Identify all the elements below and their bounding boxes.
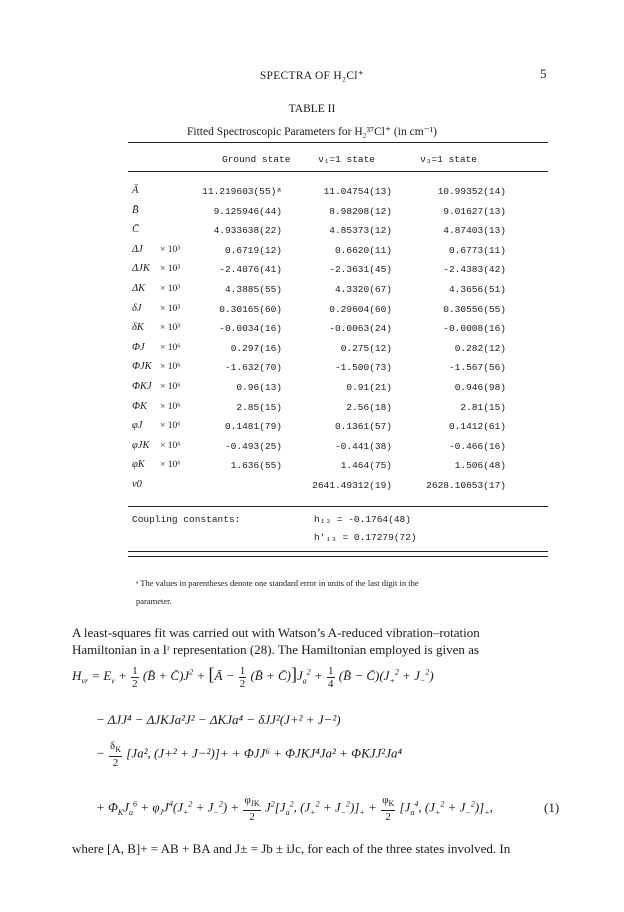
table-bottom-rule-1 xyxy=(128,551,548,552)
ground-value: -2.4076(41) xyxy=(219,264,282,275)
param-multiplier: × 10³ xyxy=(160,284,181,294)
column-header-ground: Ground state xyxy=(222,154,291,165)
param-label: δK xyxy=(132,322,144,333)
v1-value: 0.6620(11) xyxy=(334,245,392,256)
v1-value: 1.464(75) xyxy=(340,460,392,471)
footnote-line-2: parameter. xyxy=(136,596,172,606)
v3-value: 1.506(48) xyxy=(454,460,506,471)
param-multiplier: × 10³ xyxy=(160,245,181,255)
running-head: SPECTRA OF H₂Cl⁺ xyxy=(259,70,365,82)
param-multiplier: × 10⁶ xyxy=(160,460,181,470)
param-label: φJK xyxy=(132,440,150,451)
param-multiplier: × 10⁶ xyxy=(160,343,181,353)
v3-value: 2.81(15) xyxy=(460,402,506,413)
v3-value: 0.282(12) xyxy=(454,343,506,354)
v1-value: 0.1361(57) xyxy=(334,421,392,432)
param-label: B̄ xyxy=(132,205,139,216)
v1-value: 4.3320(67) xyxy=(334,284,392,295)
ground-value: -0.493(25) xyxy=(224,441,282,452)
v3-value: 9.01627(13) xyxy=(443,206,506,217)
ground-value: 4.3885(55) xyxy=(224,284,282,295)
param-label: ΔJK xyxy=(132,263,150,274)
table-mid-rule xyxy=(128,506,548,507)
ground-value: 4.933638(22) xyxy=(213,225,282,236)
column-header-v1: ν₁=1 state xyxy=(318,154,376,165)
ground-value: -0.0034(16) xyxy=(219,323,282,334)
param-label: ΔK xyxy=(132,283,146,294)
coupling-h13-prime: h′₁₃ = 0.17279(72) xyxy=(314,532,417,543)
footnote-line-1: ᵃ The values in parentheses denote one standard error in units of the last digit in the xyxy=(136,578,419,588)
param-multiplier: × 10⁶ xyxy=(160,382,181,392)
v1-value: 4.85373(12) xyxy=(329,225,392,236)
v1-value: -1.500(73) xyxy=(334,362,392,373)
v1-value: 0.275(12) xyxy=(340,343,392,354)
param-label: ΦK xyxy=(132,401,147,412)
table-footnote xyxy=(136,574,556,610)
param-label: ΔJ xyxy=(132,244,143,255)
equation-line-2: − ΔJJ⁴ − ΔJKJa²J² − ΔKJa⁴ − δJJ²(J+² + J−²) xyxy=(96,712,341,727)
ground-value: 1.636(55) xyxy=(230,460,282,471)
v3-value: 10.99352(14) xyxy=(437,186,506,197)
param-multiplier: × 10³ xyxy=(160,264,181,274)
v3-value: 0.6773(11) xyxy=(448,245,506,256)
v1-value: 8.98208(12) xyxy=(329,206,392,217)
ground-value: 9.125946(44) xyxy=(213,206,282,217)
param-label: ΦJ xyxy=(132,342,145,353)
table-bottom-rule-2 xyxy=(128,556,548,557)
table-title: TABLE II xyxy=(288,103,336,115)
param-label: ν0 xyxy=(132,479,142,490)
v1-value: -2.3631(45) xyxy=(329,264,392,275)
page-number: 5 xyxy=(540,66,547,81)
table-top-rule xyxy=(128,142,548,143)
param-multiplier: × 10³ xyxy=(160,304,181,314)
v3-value: -2.4383(42) xyxy=(443,264,506,275)
ground-value: 2.85(15) xyxy=(236,402,282,413)
paragraph-line-2: Hamiltonian in a Iʳ representation (28). The Hamiltonian employed is given as xyxy=(72,642,479,657)
v1-value: 0.91(21) xyxy=(346,382,392,393)
paragraph-line-1: A least-squares fit was carried out with Watson’s A-reduced vibration–rotation xyxy=(72,625,480,640)
param-label: ΦJK xyxy=(132,361,152,372)
equation-number: (1) xyxy=(544,800,560,815)
v3-value: -0.0008(16) xyxy=(443,323,506,334)
v1-value: -0.441(38) xyxy=(334,441,392,452)
ground-value: 0.297(16) xyxy=(230,343,282,354)
v1-value: 2.56(18) xyxy=(346,402,392,413)
table-header-rule xyxy=(128,171,548,172)
param-label: φJ xyxy=(132,420,143,431)
v1-value: 11.04754(13) xyxy=(323,186,392,197)
v3-value: 2628.10653(17) xyxy=(426,480,506,491)
ground-value: -1.632(70) xyxy=(224,362,282,373)
param-label: δJ xyxy=(132,303,142,314)
coupling-label: Coupling constants: xyxy=(132,514,241,525)
coupling-h13: h₁₃ = -0.1764(48) xyxy=(314,514,411,525)
v3-value: 0.30556(55) xyxy=(443,304,506,315)
closing-line: where [A, B]+ = AB + BA and J± = Jb ± iJc, for each of the three states involved. In xyxy=(72,841,511,856)
equation-line-4: + $\Phi_KJ_a^6 + \varphi_JJ^4(J_+^2 + J_-^2)$ + $\frac{\varphi_{JK}}{2}$ $J^2[J_a^2$, $(J_+^2 + J_-^2)]_+$ + $\frac{\varphi_K}{2}$ [$J_a^4$, $(J_+^2 + J_-^2)]_+$, xyxy=(96,794,493,824)
param-multiplier: × 10⁶ xyxy=(160,421,181,431)
v3-value: 4.87403(13) xyxy=(443,225,506,236)
equation-line-1: $H_{vr} = E_v$ + $\frac{1}{2}$ (B̄ + $C̄)J^2$ + [Ā − $\frac{1}{2}$ (B̄ + $C̄)]J_a^2$ + $\frac{1}{4}$ (B̄ − $C̄)(J_+^2 + J_-^2)$ xyxy=(72,664,434,690)
ground-value: 0.1481(79) xyxy=(224,421,282,432)
v3-value: 4.3656(51) xyxy=(448,284,506,295)
equation-line-3-tail: [Ja², (J+² + J−²)]+ + ΦJJ⁶ + ΦJKJ⁴Ja² + ΦKJJ²Ja⁴ xyxy=(126,745,402,761)
param-label: C̄ xyxy=(132,224,140,235)
equation-line-3: − $\frac{\delta_K}{2}$ [Ja², (J+² + J−²)]+ + ΦJJ⁶ + ΦJKJ⁴Ja² + ΦKJJ²Ja⁴ xyxy=(96,740,402,770)
param-multiplier: × 10⁶ xyxy=(160,402,181,412)
v1-value: 0.29604(60) xyxy=(329,304,392,315)
v3-value: -1.567(56) xyxy=(448,362,506,373)
ground-value: 0.96(13) xyxy=(236,382,282,393)
column-header-v3: ν₃=1 state xyxy=(420,154,478,165)
ground-value: 11.219603(55)ᵃ xyxy=(202,186,282,197)
param-label: φK xyxy=(132,459,145,470)
param-label: ΦKJ xyxy=(132,381,152,392)
ground-value: 0.30165(60) xyxy=(219,304,282,315)
v3-value: 0.946(98) xyxy=(454,382,506,393)
ground-value: 0.6719(12) xyxy=(224,245,282,256)
v3-value: -0.466(16) xyxy=(448,441,506,452)
param-multiplier: × 10⁶ xyxy=(160,441,181,451)
v3-value: 0.1412(61) xyxy=(448,421,506,432)
v1-value: 2641.49312(19) xyxy=(312,480,392,491)
param-multiplier: × 10⁶ xyxy=(160,362,181,372)
v1-value: -0.0063(24) xyxy=(329,323,392,334)
param-label: Ā xyxy=(132,185,139,196)
param-multiplier: × 10³ xyxy=(160,323,181,333)
table-caption: Fitted Spectroscopic Parameters for H₂³⁷Cl⁺ (in cm⁻¹) xyxy=(187,126,437,138)
